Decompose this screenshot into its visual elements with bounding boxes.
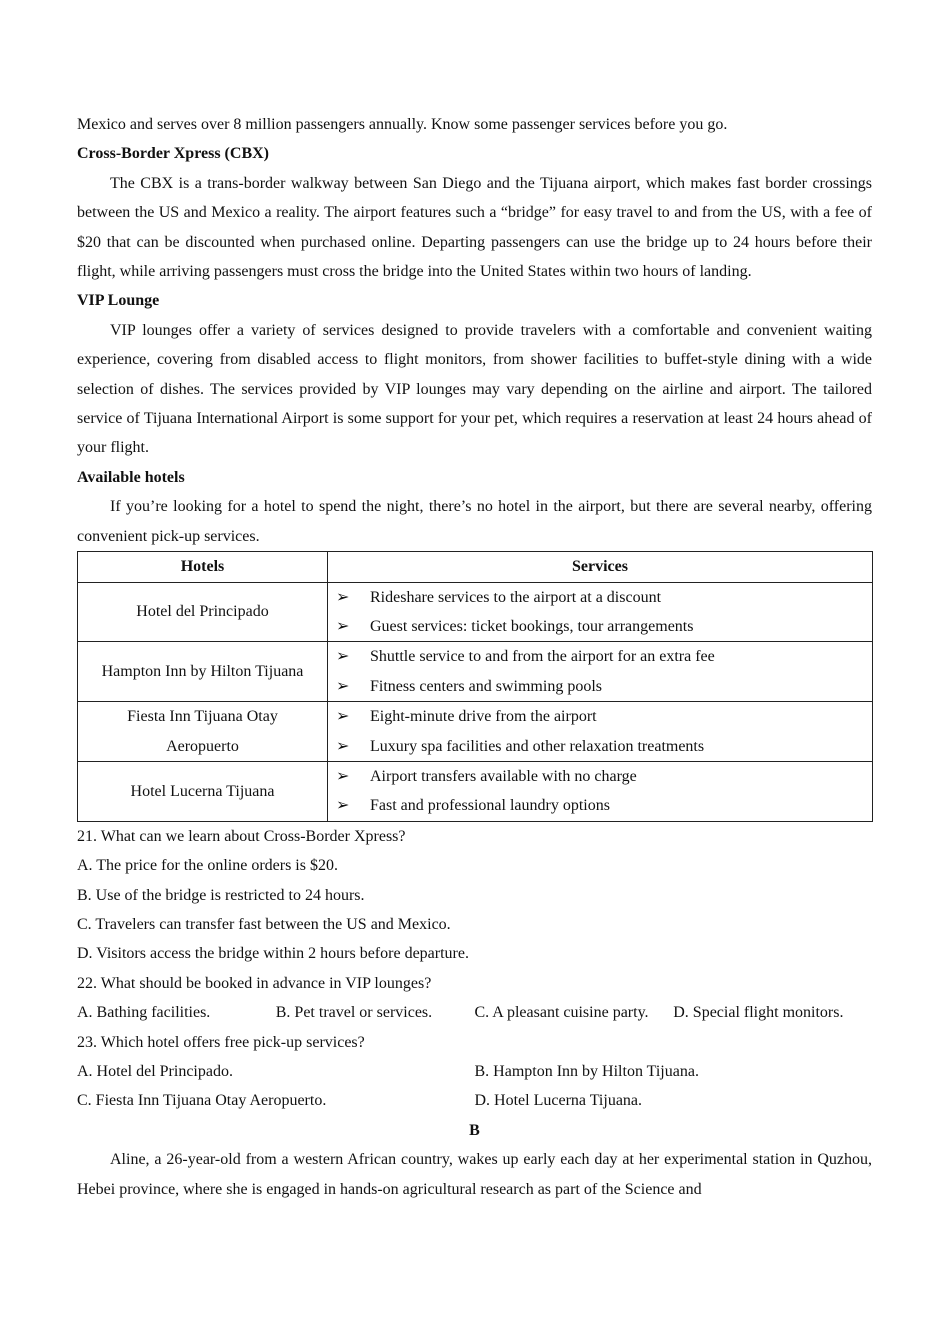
option: D. Special flight monitors. xyxy=(673,1004,844,1022)
service-text: Airport transfers available with no charge xyxy=(370,767,637,785)
options-23-row2 xyxy=(77,1086,872,1115)
option: A. The price for the online orders is $20. xyxy=(77,857,338,875)
option: A. Hotel del Principado. xyxy=(77,1063,233,1080)
document-page xyxy=(77,110,872,1204)
question-21: 21. What can we learn about Cross-Border Xpress? xyxy=(77,827,406,845)
hotel-name: Hotel Lucerna Tijuana xyxy=(78,761,328,821)
service-item xyxy=(328,672,872,701)
arrow-bullet-icon: ➢ xyxy=(336,737,350,755)
options-23-row1 xyxy=(77,1057,872,1086)
section-heading-vip: VIP Lounge xyxy=(77,292,160,310)
arrow-bullet-icon: ➢ xyxy=(336,677,350,695)
service-item xyxy=(328,642,872,671)
option: C. Fiesta Inn Tijuana Otay Aeropuerto. xyxy=(77,1092,327,1110)
service-text: Luxury spa facilities and other relaxation treatments xyxy=(370,737,705,755)
arrow-bullet-icon: ➢ xyxy=(336,797,350,815)
table-row xyxy=(78,582,873,642)
section-body-hotels: If you’re looking for a hotel to spend the night, there’s no hotel in the airport, but there are several nearby, offering convenient pick-up services. xyxy=(77,498,872,545)
option: A. Bathing facilities. xyxy=(77,1004,211,1022)
service-item xyxy=(328,791,872,820)
arrow-bullet-icon: ➢ xyxy=(336,708,350,726)
header-services: Services xyxy=(328,552,873,582)
option: C. Travelers can transfer fast between the US and Mexico. xyxy=(77,915,451,933)
options-22 xyxy=(77,998,872,1027)
service-item xyxy=(328,612,872,641)
service-item xyxy=(328,762,872,791)
question-22: 22. What should be booked in advance in VIP lounges? xyxy=(77,974,432,992)
service-text: Fitness centers and swimming pools xyxy=(370,677,602,695)
part-b-body: Aline, a 26-year-old from a western African country, wakes up early each day at her experimental station in Quzhou, Hebei province, where she is engaged in hands-on agricultural research as part of the Science and xyxy=(77,1151,872,1198)
section-body-vip: VIP lounges offer a variety of services designed to provide travelers with a comfortable and convenient waiting experience, covering from disabled access to flight monitors, from shower facilities to buffet-style dining with a wide selection of dishes. The services provided by VIP lounges may vary depending on the airline and airport. The tailored service of Tijuana International Airport is some support for your pet, which requires a reservation at least 24 hours ahead of your flight. xyxy=(77,321,872,457)
option: B. Pet travel or services. xyxy=(275,1004,433,1022)
table-row xyxy=(78,761,873,821)
hotels-table xyxy=(77,551,873,822)
option: C. A pleasant cuisine party. xyxy=(474,1004,649,1022)
option: B. Use of the bridge is restricted to 24 hours. xyxy=(77,886,365,904)
hotel-name: Fiesta Inn Tijuana Otay Aeropuerto xyxy=(78,702,328,762)
section-heading-hotels: Available hotels xyxy=(77,468,185,486)
hotel-name: Hampton Inn by Hilton Tijuana xyxy=(78,642,328,702)
service-item xyxy=(328,583,872,612)
header-hotels: Hotels xyxy=(78,552,328,582)
service-text: Guest services: ticket bookings, tour arrangements xyxy=(370,617,694,635)
table-row xyxy=(78,702,873,762)
question-23: 23. Which hotel offers free pick-up services? xyxy=(77,1033,365,1051)
arrow-bullet-icon: ➢ xyxy=(336,648,350,666)
service-text: Rideshare services to the airport at a discount xyxy=(370,588,662,606)
service-item xyxy=(328,702,872,731)
arrow-bullet-icon: ➢ xyxy=(336,617,350,635)
option: D. Hotel Lucerna Tijuana. xyxy=(474,1092,643,1110)
section-body-cbx: The CBX is a trans-border walkway between San Diego and the Tijuana airport, which makes fast border crossings between the US and Mexico a reality. The airport features such a “bridge” for easy travel to and from the US, with a fee of $20 that can be discounted when purchased online. Departing passengers can use the bridge up to 24 hours before their flight, while arriving passengers must cross the bridge into the United States within two hours of landing. xyxy=(77,174,872,281)
table-header-row xyxy=(78,552,873,582)
service-text: Shuttle service to and from the airport for an extra fee xyxy=(370,648,715,666)
hotel-name: Hotel del Principado xyxy=(78,582,328,642)
arrow-bullet-icon: ➢ xyxy=(336,767,350,785)
part-b-label: B xyxy=(469,1121,480,1139)
option: D. Visitors access the bridge within 2 hours before departure. xyxy=(77,945,469,963)
service-item xyxy=(328,732,872,761)
section-heading-cbx: Cross-Border Xpress (CBX) xyxy=(77,145,269,163)
intro-text: Mexico and serves over 8 million passengers annually. Know some passenger services before you go. xyxy=(77,116,728,133)
service-text: Fast and professional laundry options xyxy=(370,797,610,815)
service-text: Eight-minute drive from the airport xyxy=(370,708,597,726)
table-row xyxy=(78,642,873,702)
arrow-bullet-icon: ➢ xyxy=(336,588,350,606)
option: B. Hampton Inn by Hilton Tijuana. xyxy=(474,1063,699,1080)
